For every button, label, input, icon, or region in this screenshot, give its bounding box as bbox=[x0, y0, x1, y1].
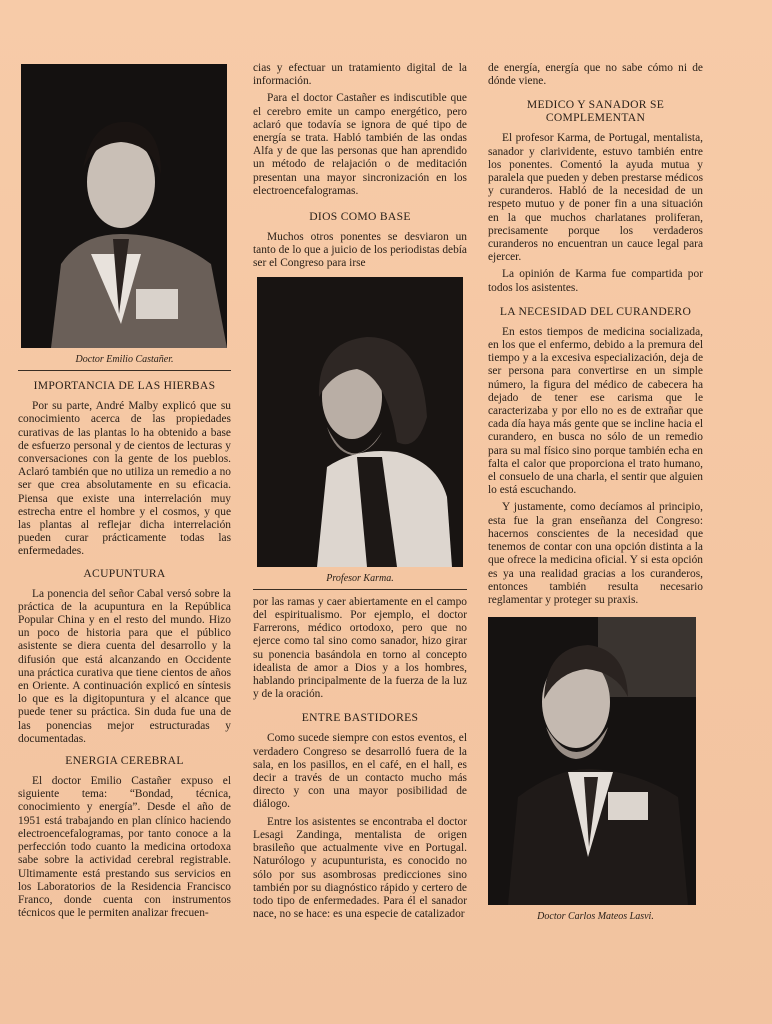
photo-emilio-castaner bbox=[21, 64, 227, 348]
column-left bbox=[18, 62, 231, 924]
paragraph: El doctor Emilio Castañer expuso el siguiente tema: “Bondad, técnica, conocimiento y energía”. Desde el año de 1951 está trabajando en plan clínico haciendo electroencefalogramas, por tanto conoce a la perfección todo cuanto la medicina ortodoxa sabe sobre la actividad cerebral registrable. Ultimamente está prestando sus servicios en los Laboratorios de la Residencia Francisco Franco, donde cuenta con instrumentos técnicos que le permiten analizar frecuen- bbox=[18, 775, 231, 920]
portrait-figure-icon bbox=[257, 277, 463, 567]
paragraph: cias y efectuar un tratamiento digital de la información. bbox=[253, 62, 467, 88]
heading-dios-como-base: DIOS COMO BASE bbox=[309, 210, 411, 224]
paragraph: Como sucede siempre con estos eventos, el verdadero Congreso se desarrolló fuera de la sala, en los pasillos, en el café, en el hall, es decir a través de un contacto mucho más directo y con una mayor posibilidad de diálogo. bbox=[253, 732, 467, 811]
heading-acupuntura: ACUPUNTURA bbox=[83, 566, 166, 580]
column-right bbox=[488, 62, 703, 923]
photo-caption: Profesor Karma. bbox=[326, 572, 394, 584]
heading-energia-cerebral: ENERGIA CEREBRAL bbox=[65, 754, 184, 768]
heading-necesidad-curandero: LA NECESIDAD DEL CURANDERO bbox=[499, 304, 692, 318]
heading-medico-sanador: MEDICO Y SANADOR SE COMPLEMENTAN bbox=[526, 98, 665, 125]
photo-profesor-karma bbox=[257, 277, 463, 567]
heading-entre-bastidores: ENTRE BASTIDORES bbox=[301, 711, 419, 725]
divider bbox=[18, 370, 231, 371]
photo-caption: Doctor Carlos Mateos Lasvi. bbox=[537, 911, 654, 923]
paragraph: Muchos otros ponentes se desviaron un tanto de lo que a juicio de los periodistas debía ser el Congreso para irse bbox=[253, 231, 467, 270]
paragraph: En estos tiempos de medicina socializada, en los que el enfermo, debido a la premura del tiempo y a la excesiva especialización, deja de ser persona para convertirse en un simple número, la figura del médico de cabecera ha dejado de tener ese carisma que le caracterizaba y por ello no es de extrañar que cada día haya más gente que se incline hacia el curandero, en busca no sólo de un remedio para su mal físico sino porque también echa en falta el calor que proporciona el trato humano, el consuelo de una charla, el sentir que alguien lo está escuchando. bbox=[488, 325, 703, 497]
paragraph: La ponencia del señor Cabal versó sobre la práctica de la acupuntura en la República Popular China y en el resto del mundo. Hizo un poco de historia para que el público asistente se diera cuenta del desarrollo y la difusión que está alcanzando en Occidente una práctica curativa que tiene cientos de años en Oriente. A continuación explicó en síntesis lo que es la digitopuntura y el alcance que puede tener su práctica. Sin duda fue una de las ponencias mejor estructuradas y documentadas. bbox=[18, 587, 231, 745]
heading-hierbas: IMPORTANCIA DE LAS HIERBAS bbox=[33, 379, 216, 393]
portrait-figure-icon bbox=[21, 64, 227, 348]
paragraph: Y justamente, como decíamos al principio, esta fue la gran enseñanza del Congreso: hacernos conscientes de la necesidad que tenemos de contar con una opción distinta a la que ofrece la medicina oficial. Y si esta opción es ya una realidad gracias a los curanderos, entonces también resulta necesario reglamentar y proteger su praxis. bbox=[488, 501, 703, 606]
paragraph: por las ramas y caer abiertamente en el campo del espiritualismo. Por ejemplo, el doctor Farrerons, médico ortodoxo, pero que no ejerce como tal sino como sanador, hizo girar su ponencia basándola en torno al concepto idealista de amor a Dios y a los hombres, hablando principalmente de la fuerza de la luz y de la oración. bbox=[253, 595, 467, 701]
photo-carlos-mateos-lasvi bbox=[488, 617, 696, 905]
paragraph: Para el doctor Castañer es indiscutible que el cerebro emite un campo energético, pero aclaró que todavía se ignora de qué tipo de energía se trata. Habló también de las ondas Alfa y de que las personas que han aprendido un método de relajación o de meditación presentan una mayor sincronización en los electroencefalogramas. bbox=[253, 92, 467, 197]
paragraph: Por su parte, André Malby explicó que su conocimiento acerca de las propiedades curativas de las plantas lo ha obtenido a base de esfuerzo personal y de cientos de lecturas y conversaciones con la gente de los pueblos. Aclaró también que no utiliza un remedio a no ser que crea absolutamente en su eficacia. Piensa que existe una interrelación muy estrecha entre el hombre y el cosmos, y que las plantas al reflejar dicha interrelación pueden curar prácticamente todas las enfermedades. bbox=[18, 400, 231, 558]
divider bbox=[253, 589, 467, 590]
photo-caption: Doctor Emilio Castañer. bbox=[75, 354, 174, 365]
portrait-figure-icon bbox=[488, 617, 696, 905]
paragraph: La opinión de Karma fue compartida por todos los asistentes. bbox=[488, 268, 703, 294]
paragraph: de energía, energía que no sabe cómo ni de dónde viene. bbox=[488, 62, 703, 88]
column-middle bbox=[253, 62, 467, 925]
paragraph: El profesor Karma, de Portugal, mentalista, sanador y clarividente, estuvo también entre los ponentes. Comentó la ayuda mutua y paralela que pueden y deben prestarse médicos y curanderos. Habló de la necesidad de un respeto mutuo y de poner fin a una situación en la que muchos charlatanes proliferan, precisamente porque los verdaderos curanderos no encuentran un cauce legal para ejercer. bbox=[488, 132, 703, 264]
paragraph: Entre los asistentes se encontraba el doctor Lesagi Zandinga, mentalista de origen brasileño que actualmente vive en Portugal. Naturólogo y acupunturista, es conocido no sólo por sus asombrosas predicciones sino también por su diagnóstico rápido y certero de todo tipo de enfermedades. Para él el sanador nace, no se hace: es una especie de catalizador bbox=[253, 815, 467, 921]
